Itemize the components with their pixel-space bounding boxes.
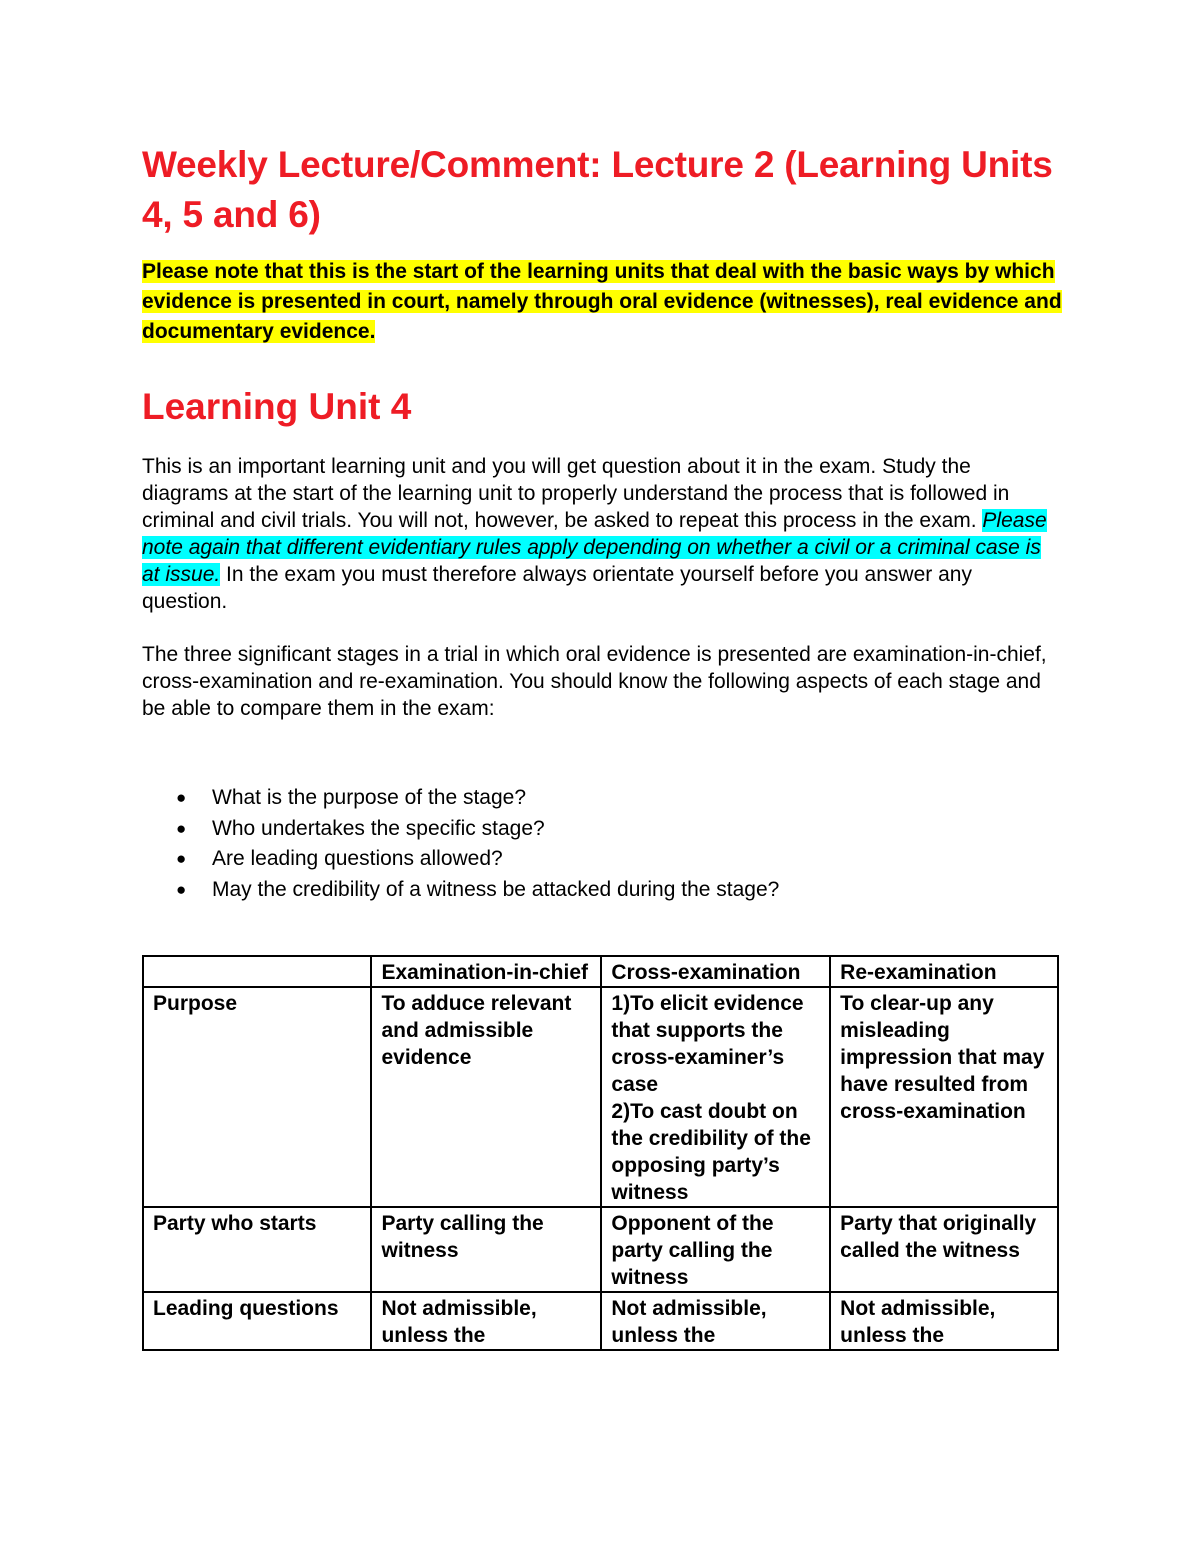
table-cell: Party that originally called the witness	[830, 1207, 1058, 1292]
intro-note-text: Please note that this is the start of the learning units that deal with the basic ways by which evidence is presented in court, namely through oral evidence (witnesses), real evidence and documentary evidence.	[142, 260, 1062, 343]
bullet-icon: ●	[176, 879, 187, 899]
table-header-cell: Re-examination	[830, 956, 1058, 987]
bullet-icon: ●	[176, 788, 187, 807]
paragraph-stages: The three significant stages in a trial in which oral evidence is presented are examination-in-chief, cross-examination and re-examination. You should know the following aspects of each stage and be able to compare them in the exam:	[142, 643, 1047, 720]
table-cell: Not admissible, unless the	[830, 1292, 1058, 1350]
table-cell: Not admissible, unless the	[371, 1292, 601, 1350]
stages-table	[142, 955, 1059, 1351]
document-page	[142, 140, 1062, 905]
bullet-icon: ●	[176, 818, 187, 838]
intro-note	[142, 257, 1062, 347]
table-row-label: Purpose	[143, 987, 371, 1207]
table-row	[143, 1292, 1058, 1350]
table-cell: 1)To elicit evidence that supports the cross-examiner’s case 2)To cast doubt on the credibility of the opposing party’s witness	[601, 987, 830, 1207]
table-row	[143, 1207, 1058, 1292]
table-header-cell: Examination-in-chief	[371, 956, 601, 987]
table-cell: Not admissible, unless the	[601, 1292, 830, 1350]
table-row-label: Party who starts	[143, 1207, 371, 1292]
highlighted-note: Please note again that different evidentiary rules apply depending on whether a civil or a criminal case is at issue.	[142, 509, 1047, 586]
table-header-row	[143, 956, 1058, 987]
table-row-label: Leading questions	[143, 1292, 371, 1350]
aspects-list	[142, 783, 1062, 905]
list-item: ● Who undertakes the specific stage?	[212, 814, 1062, 845]
table-header-cell: Cross-examination	[601, 956, 830, 987]
paragraph-intro	[142, 453, 1062, 615]
table-cell: To adduce relevant and admissible evidence	[371, 987, 601, 1207]
page-title: Weekly Lecture/Comment: Lecture 2 (Learning Units 4, 5 and 6)	[142, 144, 1053, 235]
table-cell: Opponent of the party calling the witness	[601, 1207, 830, 1292]
list-item: ● Are leading questions allowed?	[212, 844, 1062, 875]
unit-heading: Learning Unit 4	[142, 386, 412, 427]
table-cell: Party calling the witness	[371, 1207, 601, 1292]
bullet-icon: ●	[176, 849, 187, 868]
paragraph-intro-text: This is an important learning unit and you will get question about it in the exam. Study the diagrams at the start of the learning unit to properly understand the process that is followed in criminal and civil trials. You will not, however, be asked to repeat this process in the exam.	[142, 455, 1010, 532]
table-row	[143, 987, 1058, 1207]
paragraph-intro-tail: In the exam you must therefore always orientate yourself before you answer any question.	[142, 563, 972, 613]
table-header-cell	[143, 956, 371, 987]
table-cell: To clear-up any misleading impression that may have resulted from cross-examination	[830, 987, 1058, 1207]
list-item: ● May the credibility of a witness be attacked during the stage?	[212, 875, 1062, 906]
list-item: ● What is the purpose of the stage?	[212, 783, 1062, 814]
